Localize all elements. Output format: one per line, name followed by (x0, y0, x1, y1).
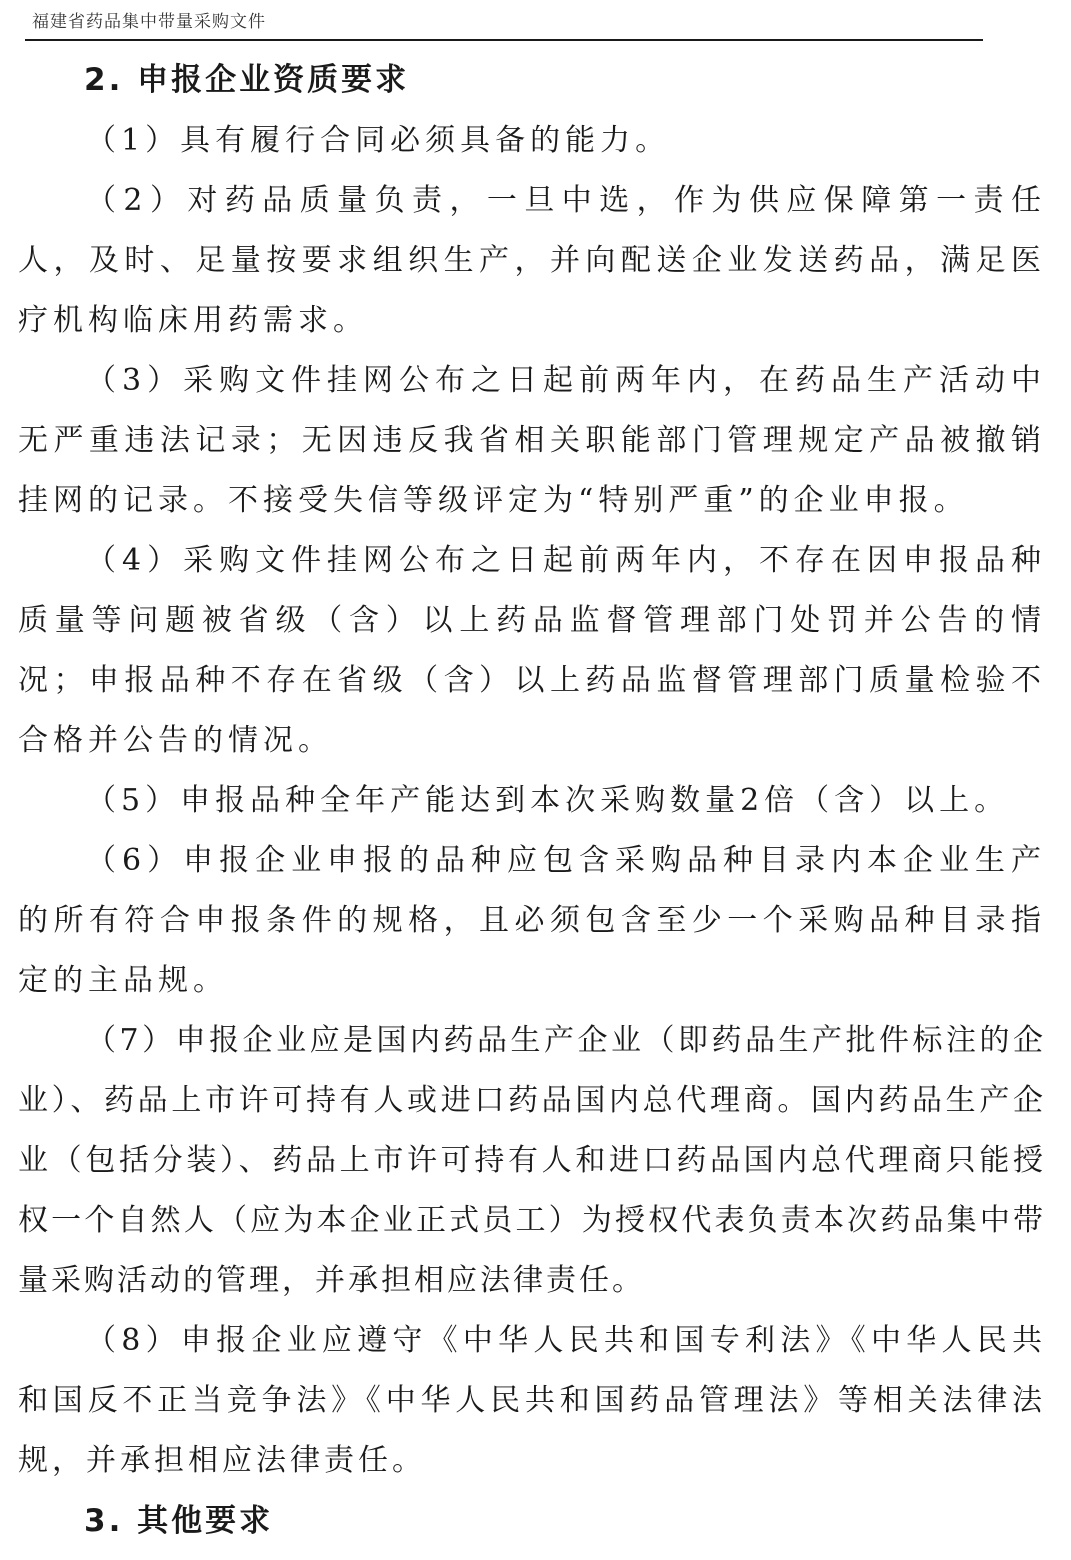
document-body (18, 50, 1046, 1552)
clause-2: （2）对药品质量负责，一旦中选，作为供应保障第一责任人，及时、足量按要求组织生产，并向配送企业发送药品，满足医疗机构临床用药需求。 (18, 183, 1046, 338)
clause-7: （7）申报企业应是国内药品生产企业（即药品生产批件标注的企业）、药品上市许可持有人或进口药品国内总代理商。国内药品生产企业（包括分装）、药品上市许可持有人和进口药品国内总代理商只能授权一个自然人（应为本企业正式员工）为授权代表负责本次药品集中带量采购活动的管理，并承担相应法律责任。 (18, 1023, 1046, 1298)
section-heading-2: 2. 申报企业资质要求 (84, 62, 410, 98)
header-rule (25, 39, 983, 41)
clause-4: （4）采购文件挂网公布之日起前两年内，不存在因申报品种质量等问题被省级（含）以上药品监督管理部门处罚并公告的情况；申报品种不存在省级（含）以上药品监督管理部门质量检验不合格并公告的情况。 (18, 543, 1046, 758)
clause-3: （3）采购文件挂网公布之日起前两年内，在药品生产活动中无严重违法记录；无因违反我省相关职能部门管理规定产品被撤销挂网的记录。不接受失信等级评定为“特别严重”的企业申报。 (18, 363, 1046, 518)
section-heading-3: 3. 其他要求 (84, 1503, 274, 1539)
running-header: 福建省药品集中带量采购文件 (32, 12, 266, 32)
clause-8: （8）申报企业应遵守《中华人民共和国专利法》《中华人民共和国反不正当竞争法》《中华人民共和国药品管理法》等相关法律法规，并承担相应法律责任。 (18, 1323, 1046, 1478)
clause-5: （5）申报品种全年产能达到本次采购数量2倍（含）以上。 (86, 783, 1010, 818)
clause-6: （6）申报企业申报的品种应包含采购品种目录内本企业生产的所有符合申报条件的规格，且必须包含至少一个采购品种目录指定的主品规。 (18, 843, 1046, 998)
clause-1: （1）具有履行合同必须具备的能力。 (86, 123, 671, 158)
